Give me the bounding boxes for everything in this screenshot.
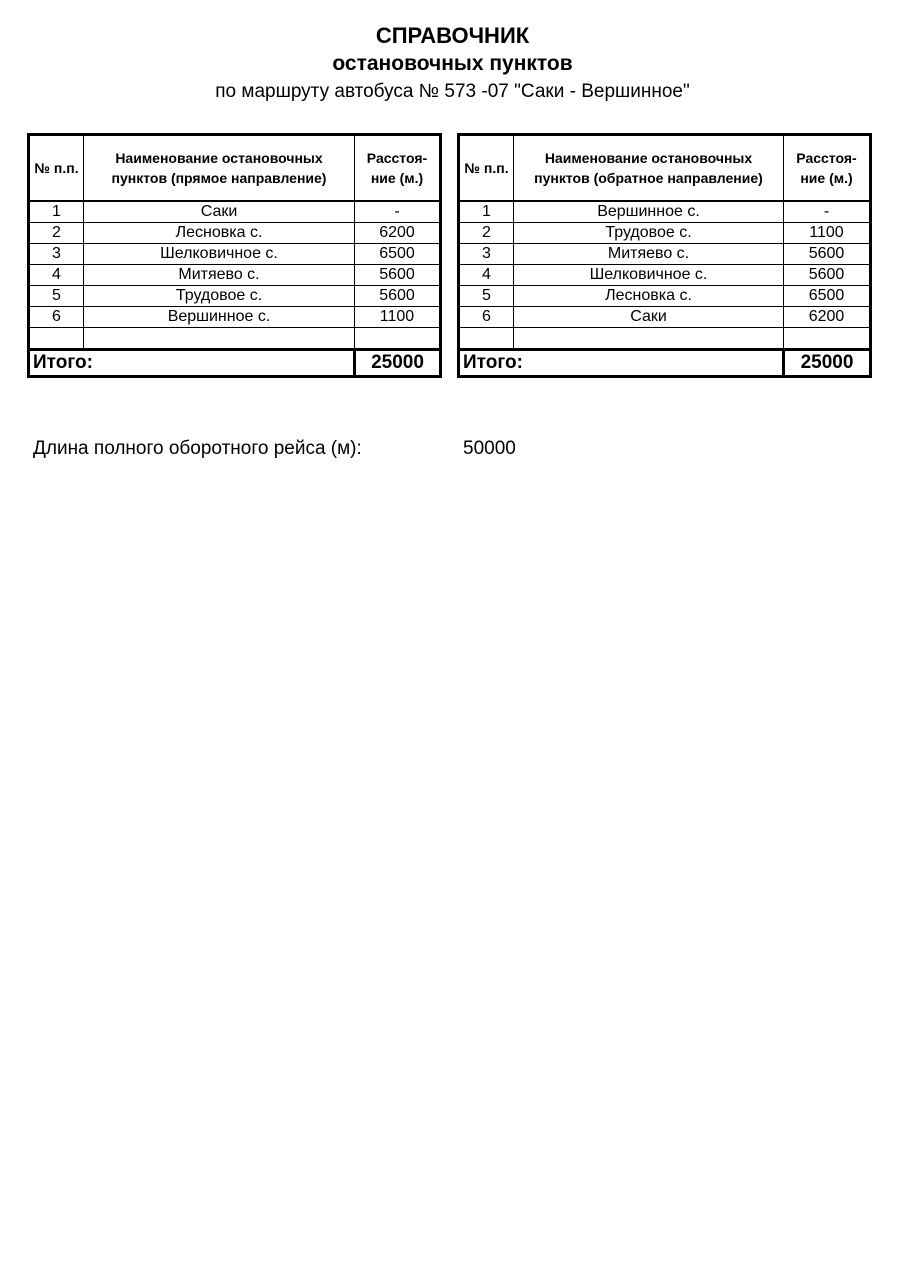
cell-number [29,328,84,350]
cell-distance [355,328,441,350]
cell-number: 5 [29,286,84,307]
cell-number: 3 [459,244,514,265]
total-row [459,350,871,377]
cell-number [459,328,514,350]
cell-distance: 6500 [784,286,871,307]
total-row [29,350,441,377]
cell-stop-name: Лесновка с. [84,223,355,244]
round-trip-label: Длина полного оборотного рейса (м): [33,438,362,459]
cell-stop-name: Вершинное с. [84,307,355,328]
cell-stop-name: Саки [514,307,784,328]
cell-distance: 1100 [355,307,441,328]
cell-number: 4 [29,265,84,286]
table-header-row [459,135,871,202]
table-row [29,286,441,307]
cell-distance: 5600 [355,265,441,286]
cell-number: 1 [459,201,514,223]
cell-distance: 6200 [355,223,441,244]
table-row [459,265,871,286]
forward-stops-table [27,133,442,378]
cell-stop-name: Саки [84,201,355,223]
cell-stop-name: Трудовое с. [84,286,355,307]
column-header-number: № п.п. [459,135,514,202]
cell-number: 1 [29,201,84,223]
cell-number: 3 [29,244,84,265]
reverse-stops-table [457,133,872,378]
cell-stop-name [514,328,784,350]
cell-stop-name [84,328,355,350]
table-row [459,244,871,265]
table-row [29,307,441,328]
round-trip-value: 50000 [463,438,516,459]
total-label: Итого: [29,350,355,377]
total-value: 25000 [355,350,441,377]
cell-stop-name: Вершинное с. [514,201,784,223]
cell-distance: - [784,201,871,223]
table-row [29,244,441,265]
column-header-stop-name: Наименование остановочных пунктов (обратное направление) [514,135,784,202]
total-value: 25000 [784,350,871,377]
cell-distance: 1100 [784,223,871,244]
table-header-row [29,135,441,202]
table-row [459,286,871,307]
table-row [459,307,871,328]
table-row [29,201,441,223]
table-row [459,201,871,223]
cell-number: 6 [29,307,84,328]
column-header-number: № п.п. [29,135,84,202]
cell-distance: 5600 [784,265,871,286]
cell-stop-name: Митяево с. [84,265,355,286]
document-title: СПРАВОЧНИК [375,23,530,48]
cell-distance: 5600 [355,286,441,307]
cell-number: 4 [459,265,514,286]
cell-distance: 6200 [784,307,871,328]
table-row [29,223,441,244]
cell-number: 5 [459,286,514,307]
table-row-empty [29,328,441,350]
cell-stop-name: Трудовое с. [514,223,784,244]
total-label: Итого: [459,350,784,377]
table-row [29,265,441,286]
column-header-distance: Расстоя-ние (м.) [784,135,871,202]
cell-stop-name: Шелковичное с. [514,265,784,286]
column-header-distance: Расстоя-ние (м.) [355,135,441,202]
cell-distance [784,328,871,350]
cell-distance: 5600 [784,244,871,265]
cell-number: 2 [459,223,514,244]
document-subtitle: остановочных пунктов [332,52,573,75]
cell-number: 2 [29,223,84,244]
cell-number: 6 [459,307,514,328]
cell-distance: 6500 [355,244,441,265]
route-description: по маршруту автобуса № 573 -07 "Саки - Вершинное" [215,81,690,102]
table-row-empty [459,328,871,350]
document-header [0,22,905,106]
column-header-stop-name: Наименование остановочных пунктов (прямое направление) [84,135,355,202]
table-row [459,223,871,244]
cell-stop-name: Шелковичное с. [84,244,355,265]
cell-stop-name: Лесновка с. [514,286,784,307]
cell-distance: - [355,201,441,223]
cell-stop-name: Митяево с. [514,244,784,265]
